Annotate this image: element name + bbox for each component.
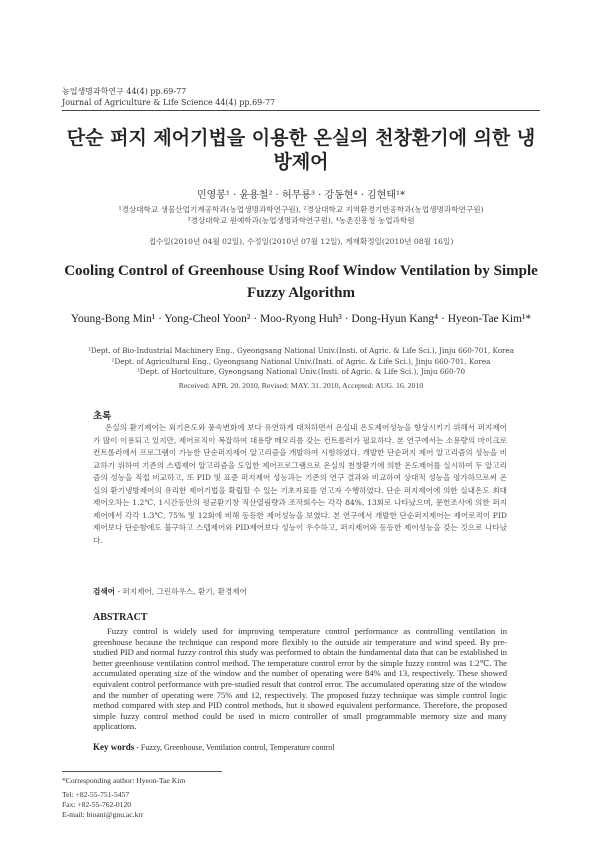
contact-tel: Tel: +82-55-751-5457 — [62, 790, 130, 799]
keywords-en — [93, 742, 507, 752]
abstract-en-body: Fuzzy control is widely used for improving temperature control performance as controlling ventilation in greenhouse because the technique can respond more flexibly to the outside air temperature and wind speed. By pre-studied PID and normal fuzzy control this study was performed to obtain the fundamental data that can be established in better greenhouse ventilation control method. The temperature control error by the simple fuzzy control was 1.2℃. The accumulated operating size of the window and the number of operating were 84% and 13, respectively. These showed equivalent control performance with pre-studied result that control error. The accumulated operating size of the window and the number of operating were 75% and 12, respectively. The proposed fuzzy technique was simple control logic method compared with step and PID control methods, but it showed equivalent performance. Therefore, the proposed simple fuzzy control method could be used in micro controller of small programmable memory size and many applications. — [93, 626, 507, 732]
affiliations-en — [62, 346, 540, 378]
keywords-ko-list: - 퍼지제어, 그린하우스, 환기, 환경제어 — [117, 587, 247, 596]
dates-en: Received: APR. 20. 2010, Revised: MAY. 31. 2010, Accepted: AUG. 16. 2010 — [178, 381, 424, 390]
authors-en: Young-Bong Min¹ · Yong-Cheol Yoon² · Moo-Ryong Huh³ · Dong-Hyun Kang⁴ · Hyeon-Tae Kim¹* — [70, 313, 532, 325]
header-divider — [62, 110, 540, 111]
keywords-en-list: - Fuzzy, Greenhouse, Ventilation control, Temperature control — [136, 743, 335, 752]
keywords-en-label: Key words — [93, 742, 135, 752]
abstract-en-heading: ABSTRACT — [93, 612, 148, 623]
corresponding-author: *Corresponding author: Hyeon-Tae Kim — [62, 776, 186, 785]
dates-ko: 접수일(2010년 04월 02일), 수정일(2010년 07월 12일), 게재확정일(2010년 08월 16일) — [148, 237, 454, 246]
journal-citation-ko: 농업생명과학연구 44(4) pp.69-77 — [62, 87, 187, 96]
journal-citation-en: Journal of Agriculture & Life Science 44(4) pp.69-77 — [62, 98, 276, 107]
affiliation-en-line: ¹Dept. of Bio-Industrial Machinery Eng., Gyeongsang National Univ.(Insti. of Agric. & Life Sci.), Jinju 660-701, Korea — [87, 346, 515, 355]
keywords-ko — [93, 586, 507, 597]
journal-header — [62, 86, 275, 108]
footnote — [62, 776, 185, 820]
affiliations-ko — [62, 204, 540, 226]
affiliation-ko-line: ³경상대학교 원예학과(농업생명과학연구원), ⁴농촌진흥청 농업과학원 — [187, 216, 415, 225]
paper-title-ko: 단순 퍼지 제어기법을 이용한 온실의 천창환기에 의한 냉방제어 — [66, 127, 536, 173]
affiliation-en-line: ²Dept. of Agricultural Eng., Gyeongsang National Univ.(Insti. of Agric. & Life Sci.), Jinju 660-701, Korea — [111, 356, 491, 366]
keywords-ko-label: 검색어 — [93, 587, 116, 596]
authors-ko: 민영봉¹ · 윤용철² · 허무룡³ · 강동현⁴ · 김현태¹* — [196, 190, 406, 201]
contact-email: E-mail: bioani@gnu.ac.krr — [62, 810, 144, 819]
affiliation-ko-line: ¹경상대학교 생물산업기계공학과(농업생명과학연구원), ²경상대학교 지역환경기반공학과(농업생명과학연구원) — [118, 205, 484, 214]
paper-title-en: Cooling Control of Greenhouse Using Roof Window Ventilation by Simple Fuzzy Algorithm — [64, 263, 538, 301]
affiliation-en-line: ³Dept. of Hortculture, Gyeongsang National Univ.(Insti. of Agric. & Life Sci.), Jinju 660-70 — [136, 367, 466, 376]
footnote-divider — [62, 771, 222, 772]
abstract-ko-heading: 초록 — [93, 411, 112, 422]
abstract-ko-body: 온실의 환기제어는 외기온도와 풍속변화에 보다 유연하게 대처하면서 온실내 온도제어성능을 향상시키기 위해서 퍼지제어가 많이 이용되고 있지만, 제어로직이 복잡하여 대용량 메모리를 갖는 컨트롤러가 필요하다. 본 연구에서는 소용량의 마이크로 컨트롤러에서 프로그램이 가능한 단순퍼지제어 알고리즘을 개발하여 시험하였다. 개발한 단순퍼지 제어 알고리즘의 성능을 비교하기 위하여 기존의 스텝제어 알고리즘을 도입한 제어프로그램으로 온실의 천창환기에 의한 온도제어를 실시하여 두 알고리즘의 성능을 직접 비교하고, 또 PID 및 표준 퍼지제어 성능과는 기존의 연구 결과와 비교하여 상대적 성능을 평가하므로써 온실의 환기냉방제어의 유리한 제어기법을 확립할 수 있는 기초자료를 얻고자 수행하였다. 단순 퍼지제어에 의한 실내온도 최대 제어오차는 1.2℃, 1시간동안의 평균환기창 적산열림량과 조작회수는 각각 84%, 13회로 나타났으며, 문헌조사에 의한 퍼지제어에서 각각 1.3℃, 75% 및 12회에 비해 동등한 제어성능을 보였다. 본 연구에서 개발한 단순퍼지제어는 제어로직이 PID제어보다 단순함에도 불구하고 스텝제어와 PID제어보다 성능이 우수하고, 퍼지제어와 동등한 제어성능을 갖는 것으로 나타났다. — [93, 423, 507, 545]
contact-fax: Fax: +82-55-762-0120 — [62, 800, 132, 809]
